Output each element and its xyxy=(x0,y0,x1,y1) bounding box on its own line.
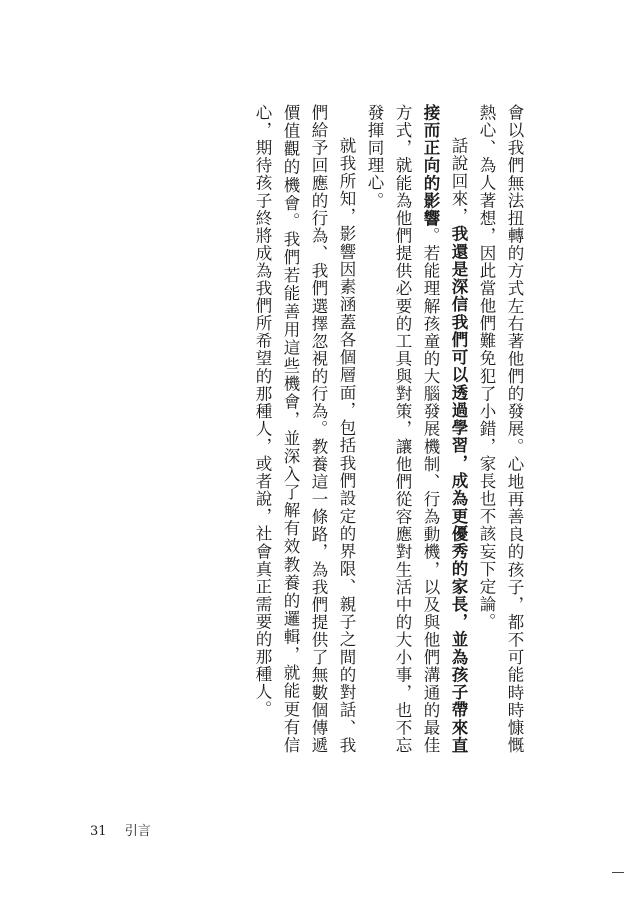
page-footer xyxy=(90,820,151,839)
paragraph-3: 就我所知，影響因素涵蓋各個層面，包括我們設定的界限、親子之間的對話、我們給予回應的行為、我們選擇忽視的行為。教養這一條路，為我們提供了無數個傳遞價值觀的機會。我們若能善用這些機會，並深入了解有效教養的邏輯，就能更有信心，期待孩子終將成為我們所希望的那種人，或者說，社會真正需要的那種人。 xyxy=(253,104,356,754)
paragraph-2 xyxy=(360,104,472,754)
page-number: 31 xyxy=(90,824,107,839)
paragraph-2-prefix: 話說回來， xyxy=(449,137,468,226)
paragraph-2-suffix: 。若能理解孩童的大腦發展機制、行為動機，以及與他們溝通的最佳方式，就能為他們提供必要的工具與對策，讓他們從容應對生活中的大小事，也不忘發揮同理心。 xyxy=(365,104,440,755)
paragraph-2-emphasis: 我還是深信我們可以透過學習，成為更優秀的家長，並為孩子帶來直接而正向的影響 xyxy=(421,104,468,755)
edge-mark xyxy=(612,872,624,873)
section-title: 引言 xyxy=(124,824,151,839)
vertical-text-block xyxy=(136,104,528,754)
paragraph-1: 會以我們無法扭轉的方式左右著他們的發展。心地再善良的孩子，都不可能時時慷慨熱心、為人著想，因此當他們難免犯了小錯，家長也不該妄下定論。 xyxy=(477,104,524,754)
